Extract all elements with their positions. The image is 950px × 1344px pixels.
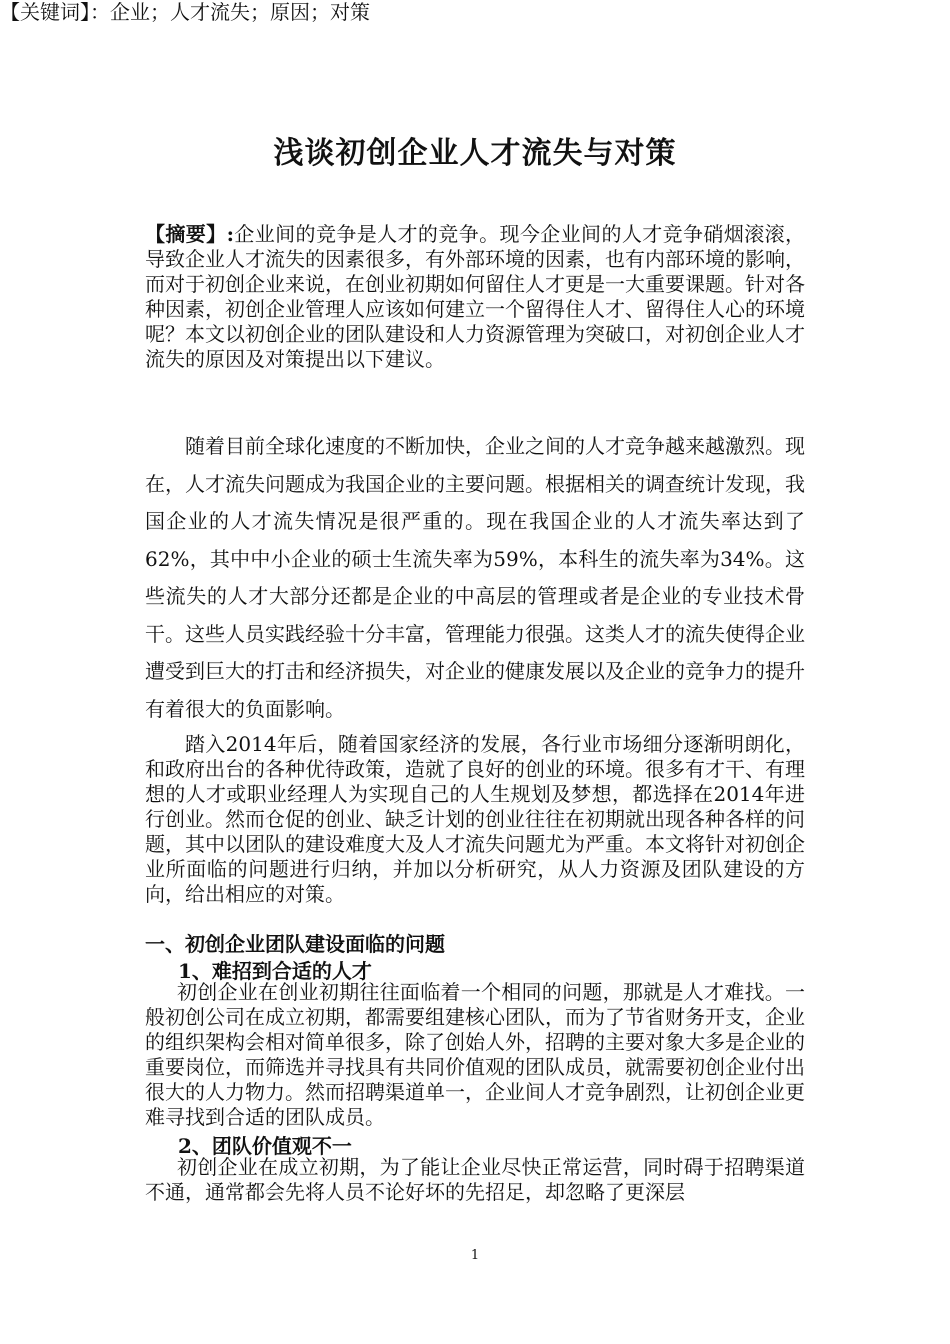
subsection-paragraph-1: 初创企业在创业初期往往面临着一个相同的问题，那就是人才难找。一般初创公司在成立初期，都需要组建核心团队，而为了节省财务开支，企业的组织架构会相对简单很多，除了创始人外，招聘的主要对象大多是企业的重要岗位，而筛选并寻找具有共同价值观的团队成员，就需要初创企业付出很大的人力物力。然而招聘渠道单一，企业间人才竞争剧烈，让初创企业更难寻找到合适的团队成员。 (145, 980, 805, 1129)
abstract-label: 【摘要】: (145, 222, 234, 246)
abstract (145, 222, 805, 372)
intro-paragraph-2: 踏入2014年后，随着国家经济的发展，各行业市场细分逐渐明朗化，和政府出台的各种优待政策，造就了良好的创业的环境。很多有才干、有理想的人才或职业经理人为实现自己的人生规划及梦想，都选择在2014年进行创业。然而仓促的创业、缺乏计划的创业往往在初期就出现各种各样的问题，其中以团队的建设难度大及人才流失问题尤为严重。本文将针对初创企业所面临的问题进行归纳，并加以分析研究，从人力资源及团队建设的方向，给出相应的对策。 (145, 732, 805, 906)
subsection-paragraph-2: 初创企业在成立初期，为了能让企业尽快正常运营，同时碍于招聘渠道不通，通常都会先将人员不论好坏的先招足，却忽略了更深层 (145, 1155, 805, 1204)
keywords: 【关键词】：企业；人才流失；原因；对策 (0, 0, 370, 24)
abstract-text: 企业间的竞争是人才的竞争。现今企业间的人才竞争硝烟滚滚，导致企业人才流失的因素很多，有外部环境的因素，也有内部环境的影响，而对于初创企业来说，在创业初期如何留住人才更是一大重要课题。针对各种因素，初创企业管理人应该如何建立一个留得住人才、留得住人心的环境呢？本文以初创企业的团队建设和人力资源管理为突破口，对初创企业人才流失的原因及对策提出以下建议。 (145, 222, 806, 371)
section-heading: 一、初创企业团队建设面临的问题 (145, 932, 445, 956)
subsection-heading-2: 2、团队价值观不一 (178, 1134, 352, 1158)
document-title: 浅谈初创企业人才流失与对策 (273, 136, 677, 171)
subsection-heading-1: 1、难招到合适的人才 (178, 959, 372, 983)
intro-paragraph-1: 随着目前全球化速度的不断加快，企业之间的人才竞争越来越激烈。现在，人才流失问题成为我国企业的主要问题。根据相关的调查统计发现，我国企业的人才流失情况是很严重的。现在我国企业的人才流失率达到了62%，其中中小企业的硕士生流失率为59%，本科生的流失率为34%。这些流失的人才大部分还都是企业的中高层的管理或者是企业的专业技术骨干。这些人员实践经验十分丰富，管理能力很强。这类人才的流失使得企业遭受到巨大的打击和经济损失，对企业的健康发展以及企业的竞争力的提升有着很大的负面影响。 (145, 434, 805, 721)
page-number: 1 (470, 1248, 480, 1263)
